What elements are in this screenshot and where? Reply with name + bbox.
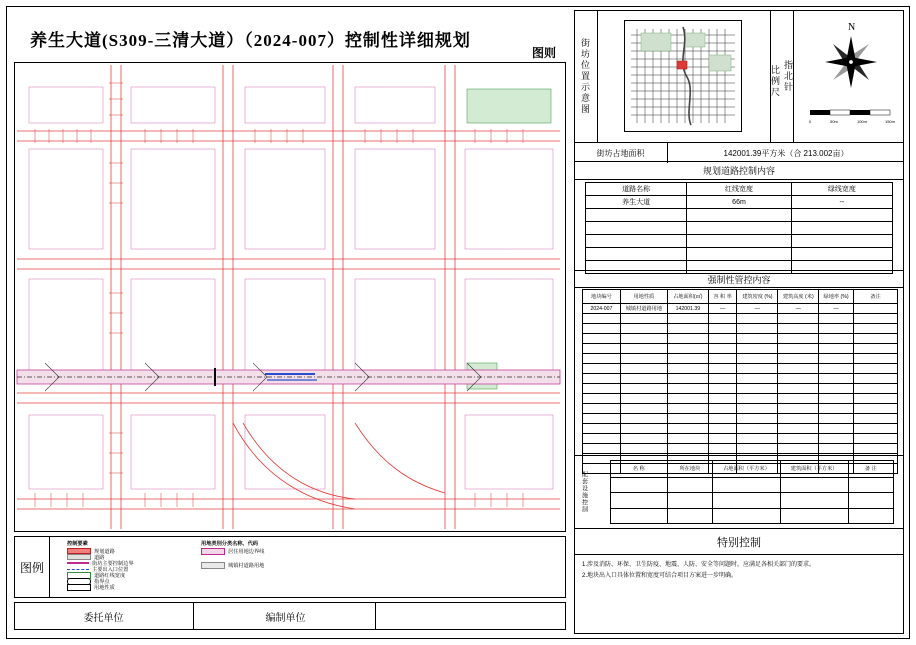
table-row (611, 477, 894, 492)
legend-title: 图例 (14, 536, 50, 598)
legend-swatch-road (67, 554, 91, 560)
legend-column-control (67, 540, 187, 590)
legend-item-label: 街坊主要控制边界 (92, 560, 134, 567)
control-cell: 142001.39 (667, 304, 708, 314)
control-cell: — (708, 304, 737, 314)
control-col-header: 绿地率 (%) (819, 290, 854, 304)
legend-item-label: 道路红线宽度 (94, 572, 126, 579)
road-table (585, 182, 893, 274)
title-bar (8, 8, 568, 64)
table-row (586, 222, 893, 235)
svg-text:0: 0 (808, 119, 812, 124)
legend-swatch-town-road (201, 562, 225, 569)
control-col-header: 备注 (853, 290, 897, 304)
control-col-header: 建筑密度 (%) (737, 290, 778, 304)
facility-col-header: 备 注 (848, 461, 894, 478)
control-cell (853, 304, 897, 314)
road-cell (791, 209, 892, 222)
table-row (583, 434, 898, 444)
road-control-table (585, 182, 893, 266)
table-row (583, 304, 898, 314)
facility-table (610, 460, 894, 524)
special-note-line: 1.涉及消防、环保、卫生防疫、地震、人防、安全等问题时，应满足各相关部门的要求。 (582, 562, 816, 568)
location-compass-strip (574, 10, 904, 142)
control-col-header: 建筑高度 (米) (778, 290, 819, 304)
road-cell (586, 248, 687, 261)
table-row (583, 424, 898, 434)
scale-bar (804, 108, 898, 126)
table-row (583, 374, 898, 384)
control-cell: — (778, 304, 819, 314)
table-row (583, 444, 898, 454)
legend-col2-title: 用地类别分类名称、代码 (201, 541, 259, 547)
facility-table-wrap (610, 460, 894, 524)
legend-swatch-parcel-boundary (67, 569, 89, 570)
facility-side-label (574, 456, 592, 528)
road-cell (791, 222, 892, 235)
road-cell (687, 209, 791, 222)
location-thumbnail-drawing (625, 21, 741, 131)
special-control-title: 特别控制 (574, 529, 904, 555)
road-cell (791, 248, 892, 261)
facility-control-block (574, 455, 904, 529)
road-cell: 66m (687, 196, 791, 209)
legend-item-label: 城镇村道路用地 (228, 562, 265, 569)
compass-rose (804, 22, 898, 124)
road-cell (687, 222, 791, 235)
road-cell: -- (791, 196, 892, 209)
map-drawing (15, 63, 565, 531)
legend-swatch-block-boundary (67, 562, 89, 564)
control-cell: — (737, 304, 778, 314)
control-cell: 2024-007 (583, 304, 621, 314)
location-thumbnail (624, 20, 742, 132)
legend-item-label: 主要出入口位置 (92, 566, 129, 573)
legend-item-label: 用地性质 (94, 584, 115, 591)
special-note-line: 2.地块出入口具体位置和宽度可结合项目方案进一步明确。 (582, 573, 738, 579)
control-cell: — (819, 304, 854, 314)
control-col-header: 用地性质 (620, 290, 667, 304)
legend-box (14, 536, 566, 598)
road-cell (586, 235, 687, 248)
road-cell: 养生大道 (586, 196, 687, 209)
legend-swatch-land-use (67, 584, 91, 591)
road-cell (687, 248, 791, 261)
table-row (586, 196, 893, 209)
table-row (583, 324, 898, 334)
footer-designer-label: 编制单位 (196, 602, 376, 630)
legend-item-label: 道路 (94, 554, 105, 561)
footer-client-label: 委托单位 (14, 602, 194, 630)
table-row (583, 314, 898, 324)
compass-rose-drawing (804, 34, 898, 102)
facility-side-label-text: 配套设施控制 (580, 471, 587, 513)
table-row (583, 344, 898, 354)
table-row (611, 508, 894, 523)
facility-col-header: 占地面积（平方米） (713, 461, 781, 478)
facility-col-header: 名 称 (611, 461, 668, 478)
location-label: 街坊位置示意图 (574, 10, 598, 142)
road-cell (586, 209, 687, 222)
compass-scale-label (770, 10, 794, 142)
table-row (611, 493, 894, 508)
table-row (583, 354, 898, 364)
facility-col-header: 建筑面积（平方米） (780, 461, 848, 478)
road-col-header: 红线宽度 (687, 183, 791, 196)
block-area-row (574, 142, 904, 162)
table-row (583, 364, 898, 374)
table-row (583, 414, 898, 424)
road-col-header: 绿线宽度 (791, 183, 892, 196)
legend-item-label: 规划道路 (94, 548, 115, 555)
svg-text:100m: 100m (856, 119, 868, 124)
mandatory-control-table (582, 289, 898, 451)
page-subtitle: 图则 (531, 46, 556, 60)
control-col-header: 容 积 率 (708, 290, 737, 304)
control-cell: 城镇村道路用地 (620, 304, 667, 314)
table-row (583, 404, 898, 414)
control-col-header: 占地面积(㎡) (667, 290, 708, 304)
road-col-header: 道路名称 (586, 183, 687, 196)
road-cell (586, 222, 687, 235)
legend-column-landuse (201, 540, 351, 568)
compass-label: 指北针 (783, 59, 793, 93)
control-table-title: 强制性管控内容 (574, 270, 904, 288)
road-cell (687, 235, 791, 248)
control-table (582, 289, 898, 474)
map-frame (14, 62, 566, 532)
svg-text:150m: 150m (884, 119, 896, 124)
road-cell (791, 235, 892, 248)
block-area-label: 街坊占地面积 (574, 143, 668, 163)
block-area-value: 142001.39平方米（合 213.002亩） (723, 148, 849, 158)
table-row (586, 209, 893, 222)
table-row (586, 248, 893, 261)
scale-label: 比例尺 (770, 64, 780, 98)
control-col-header: 地块编号 (583, 290, 621, 304)
legend-swatch-residential (201, 548, 225, 555)
page-title: 养生大道(S309-三清大道）（2024-007）控制性详细规划 (30, 31, 471, 50)
legend-col1-title: 控制要素 (67, 541, 88, 547)
road-table-title: 规划道路控制内容 (574, 162, 904, 180)
table-row (586, 235, 893, 248)
special-control-notes (582, 560, 898, 582)
legend-item-label: 居住用地边界线 (228, 548, 265, 555)
legend-item-label: 指界点 (94, 578, 110, 585)
compass-north-label: N (848, 22, 856, 33)
svg-text:50m: 50m (830, 119, 838, 124)
facility-col-header: 所在地块 (667, 461, 712, 478)
table-row (583, 394, 898, 404)
table-row (583, 334, 898, 344)
footer-bar (14, 602, 566, 630)
table-row (583, 384, 898, 394)
